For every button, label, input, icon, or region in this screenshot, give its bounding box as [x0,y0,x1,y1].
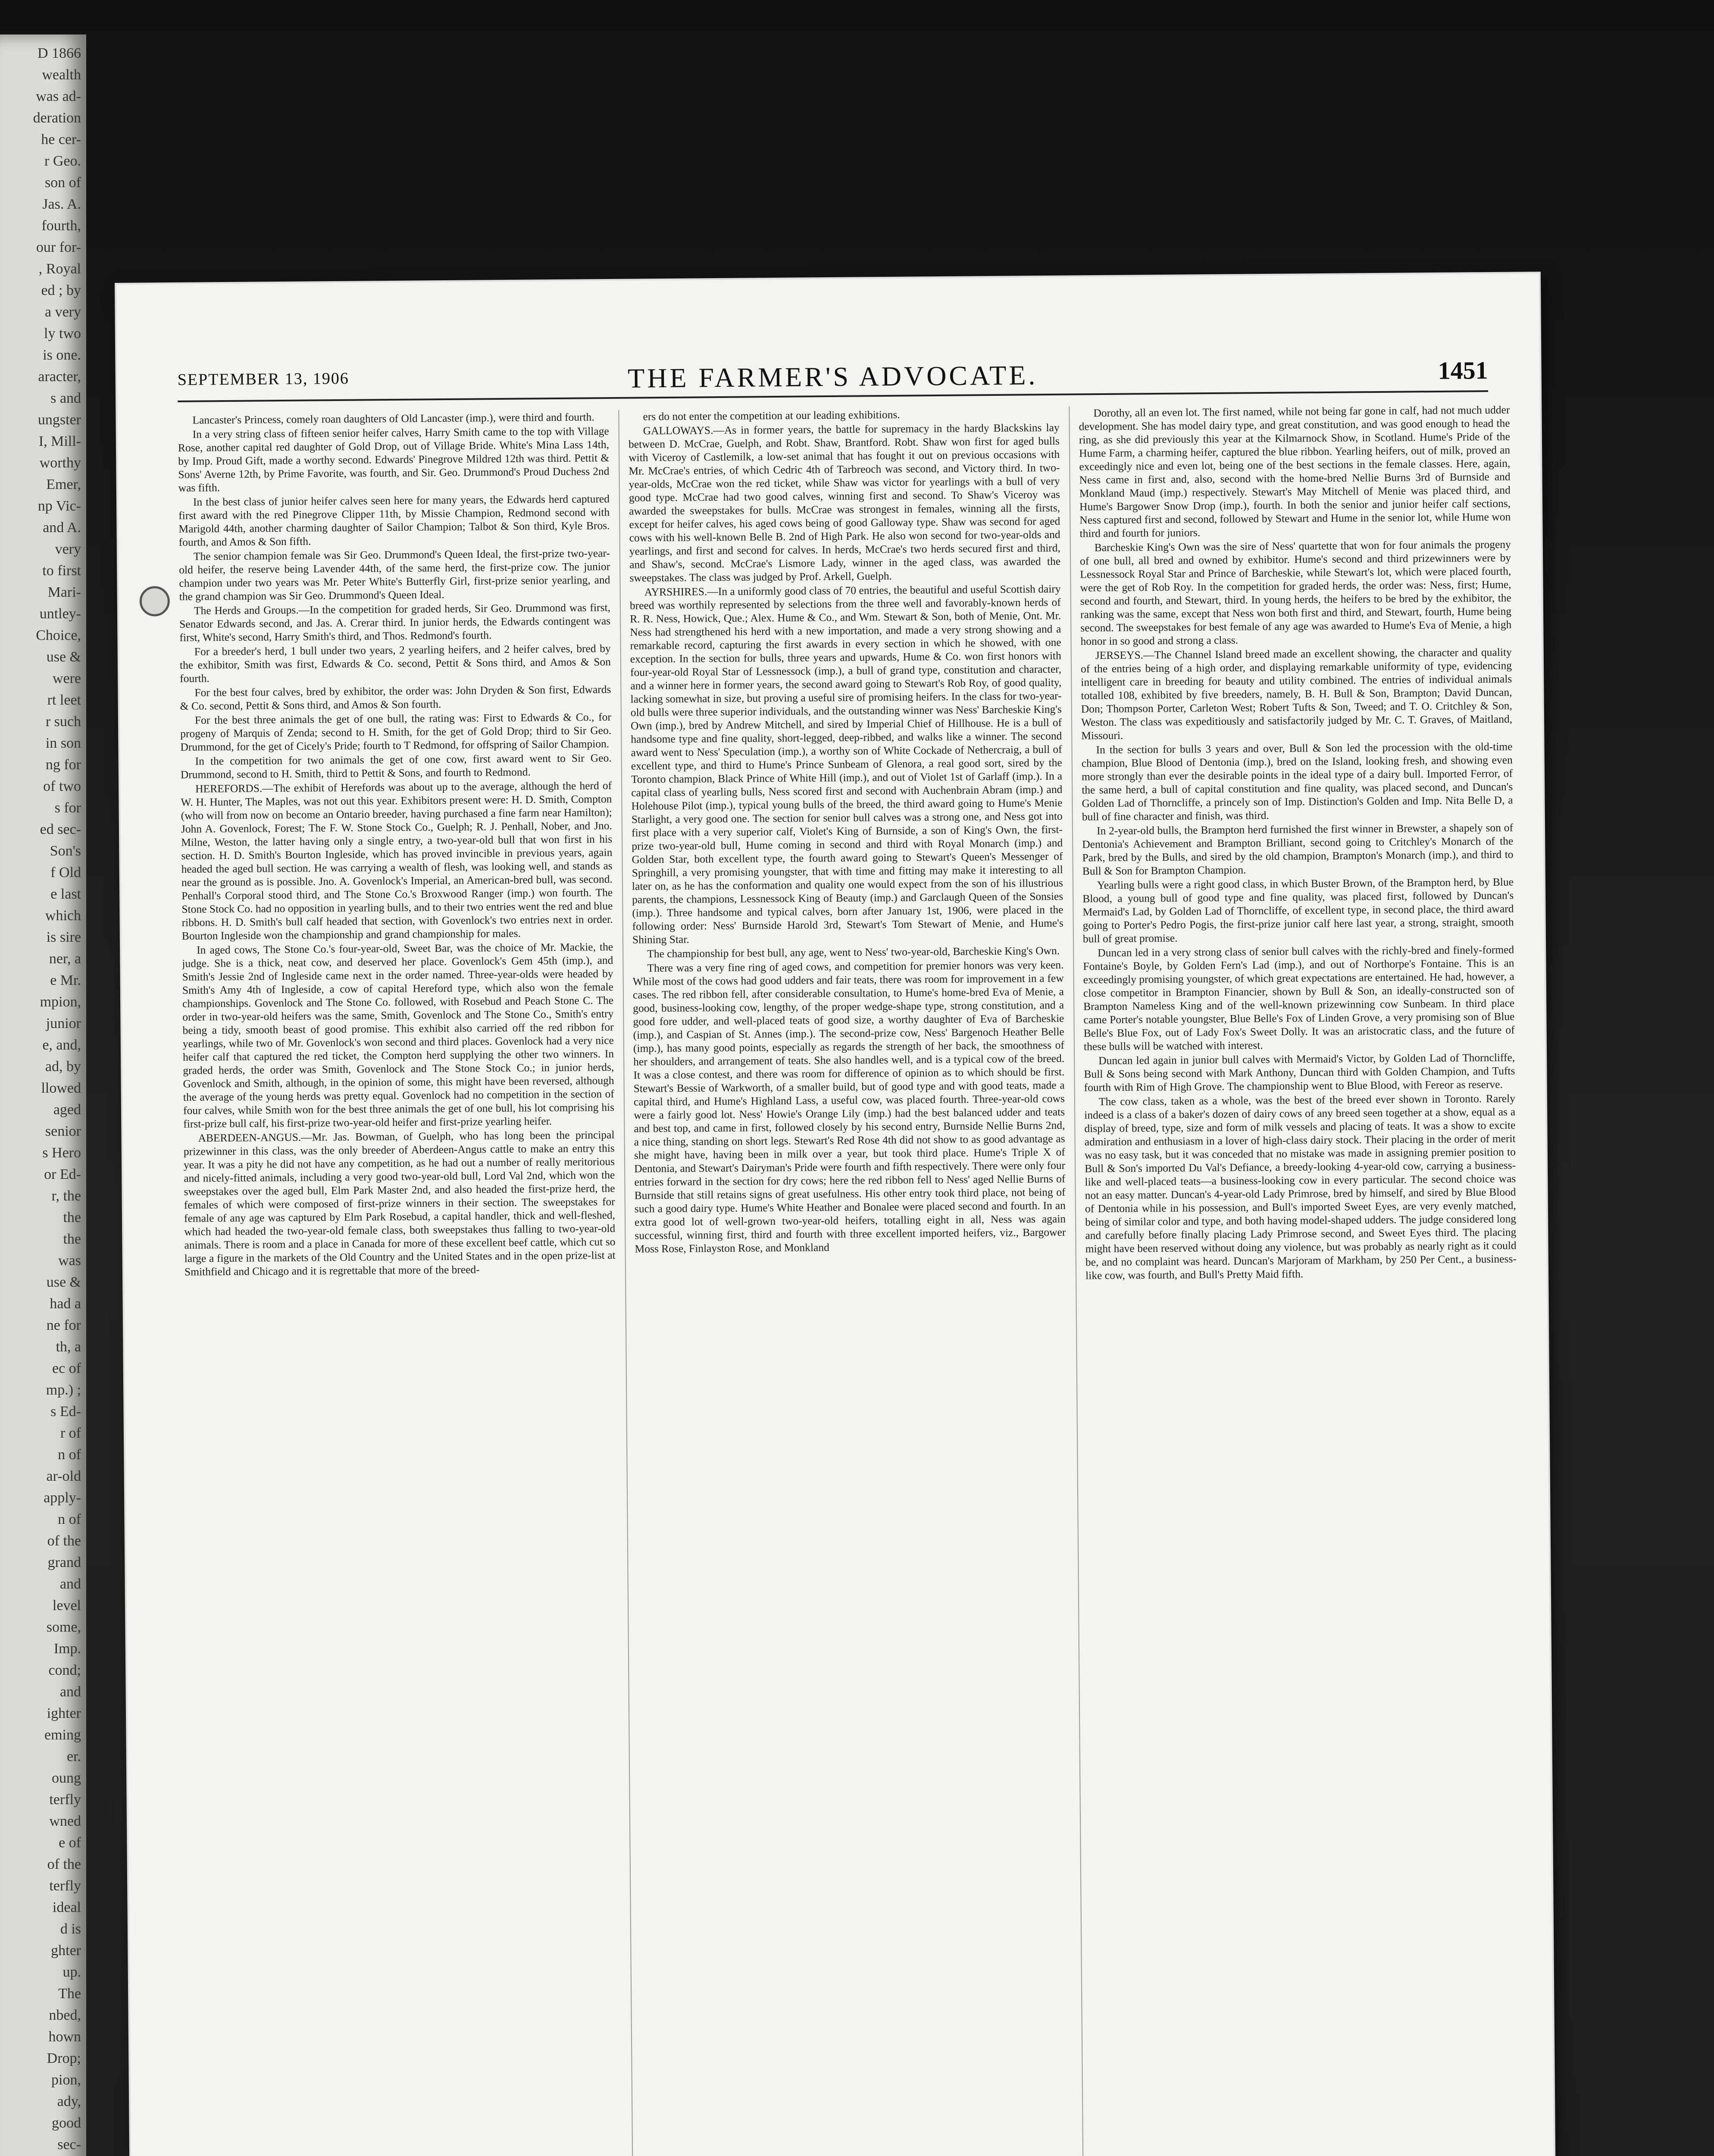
paragraph: Barcheskie King's Own was the sire of Ness' quartette that won for four animals the progeny of one bull, all bred and owned by exhibitor. Hume's second and third prizewinners were by Lessnessock Royal Star and Prince of Barcheskie, while Stewart's lot, which were placed fourth, were the get of Rob Roy. In the competition for graded herds, the order was: Ness, first; Hume, second and fourth, and Stewart, third. In young herds, the heifers to be bred by the exhibitor, the ranking was the same, except that Ness won both first and third, and Stewart, fourth, Hume being second. The sweepstakes for best female of any age was awarded to Hume's Eva of Menie, a high honor in so good and strong a class. [1079,538,1512,648]
previous-page-text-fragment: ec of [52,1360,81,1376]
paragraph: Yearling bulls were a right good class, in which Buster Brown, of the Brampton herd, by Blue Blood, a young bull of good type and fine quality, was placed first, followed by Duncan's Mermaid's Lad, by Golden Lad of Thorncliffe, of excellent type, in second place, the third award going to Porter's Pedro Pogis, the first-prize junior calf here last year, a strong, straight, smooth bull of great promise. [1082,875,1514,945]
previous-page-text-fragment: The [58,1986,81,2002]
previous-page-text-fragment: and A. [43,520,81,536]
paragraph: In the competition for two animals the get of one cow, first award went to Sir Geo. Drummond, second to H. Smith, third to Pettit & Sons, and fourth to Redmond. [180,752,612,781]
page-header [177,356,1488,402]
paragraph: There was a very fine ring of aged cows, and competition for premier honors was very keen. While most of the cows had good udders and fair teats, there was room for improvement in a few cases. The red ribbon fell, after considerable consultation, to Hume's home-bred Eva of Menie, a good, business-looking cow, lengthy, of the proper wedge-shape type, strong constitution, and a good fore udder, and well-placed teats of good size, a worthy daughter of Eva of Barcheskie (imp.), and Caspian of St. Annes (imp.). The second-prize cow, Ness' Bargenoch Heather Belle (imp.), has many good points, especially as regards the strength of her back, the smoothness of her shoulders, and arrangement of teats. She also handles well, and is a typical cow of the breed. It was a close contest, and there was room for difference of opinion as to which should be first. Stewart's Bessie of Warkworth, of a smaller build, but of good type and with good teats, made a capital third, and Hume's Highland Lass, a useful cow, was placed fourth. Three-year-old cows were a fairly good lot. Ness' Howie's Orange Lily (imp.) had the best balanced udder and teats and best top, and came in first, followed closely by his second entry, Burnside Nellie Burns 2nd, a nice thing, standing on short legs. Stewart's Red Rose 4th did not show to as good advantage as she might have, having been in milk over a year, but took third place. Hume's Triple X of Dentonia, and Stewart's Dairyman's Pride were fourth and fifth respectively. There were only four entries forward in the section for dry cows; here the red ribbon fell to Ness' aged Nellie Burns of Burnside that still retains signs of great usefulness. His other entry took third place, not being of such a good dairy type. Hume's White Heather and Bonalee were placed second and fourth. In an extra good lot of well-grown two-year-old heifers, totalling eight in all, Ness was again successful, winning first, third and fourth with three excellent imported heifers, viz., Bargower Moss Rose, Finlayston Rose, and Monkland [632,958,1066,1255]
previous-page-text-fragment: terfly [49,1878,81,1894]
paragraph: ers do not enter the competition at our leading exhibitions. [643,408,900,423]
article-column-1 [178,410,624,2156]
paragraph: Dorothy, all an even lot. The first named, while not being far gone in calf, had not much udder development. She has model dairy type, and great constitution, and was good enough to head the ring, as she did previously this year at the Kilmarnock Show, in Scotland. Hume's Pride of the Hume Farm, a charming heifer, captured the blue ribbon. Yearling heifers, out of milk, proved an exceedingly nice and even lot, being one of the best sections in the female classes. Here, again, Ness came in first and, also, second with the home-bred Nellie Burns 3rd of Burnside and Monkland Maud (imp.) respectively. Stewart's May Mitchell of Menie was placed third, and Hume's Bargower Snow Drop (imp.), fourth. In both the senior and junior heifer calf sections, Ness captured first and second, followed by Stewart and Hume in the senior lot, while Hume won third and fourth for juniors. [1079,403,1511,540]
article-column-3 [1079,403,1525,2156]
previous-page-text-fragment: was ad- [36,88,81,104]
previous-page-text-fragment: Imp. [53,1641,81,1657]
previous-page-text-fragment: ungster [38,412,81,428]
previous-page-text-fragment: had a [50,1296,81,1312]
paragraph: For the best four calves, bred by exhibitor, the order was: John Dryden & Son first, Edwards & Co. second, Pettit & Sons third, and Amos & Son fourth. [180,683,611,712]
previous-page-text-fragment: n of [58,1447,81,1463]
previous-page-text-fragment: wned [49,1813,81,1829]
paragraph: The championship for best bull, any age, went to Ness' two-year-old, Barcheskie King's Own. [647,944,1060,960]
previous-page-text-fragment: D 1866 [37,45,81,61]
previous-page-text-fragment: s for [54,800,81,816]
paragraph: ABERDEEN-ANGUS.—Mr. Jas. Bowman, of Guelph, who has long been the principal prizewinner in this class, was the only breeder of Aberdeen-Angus cattle to make an entry this year. It was a pity he did not have any competition, as he had out a number of really meritorious and nicely-fitted animals, including a very good two-year-old bull, Lord Val 2nd, which won the sweepstakes over the aged bull, Elm Park Master 2nd, and also headed the first-prize herd, the females of which were composed of first-prize winners in their section. The sweepstakes for female of any age was captured by Elm Park Rosebud, a capital handler, thick and well-fleshed, which had headed the two-year-old female class, both sweepstakes thus falling to two-year-old animals. There is room and a place in Canada for more of these excellent beef cattle, which cut so large a figure in the markets of the Old Country and the United States and in the open prize-list at Smithfield and Chicago and it is regrettable that more of the breed- [183,1128,616,1278]
previous-page-text-fragment: e last [50,886,81,902]
previous-page-text-fragment: s Hero [42,1145,81,1161]
previous-page-text-fragment: ady, [57,2093,81,2109]
previous-page-text-fragment: mp.) ; [46,1382,81,1398]
previous-page-text-fragment: n of [58,1511,81,1527]
previous-page-text-fragment: ly two [44,326,81,342]
previous-page-text-fragment: r, the [51,1188,81,1204]
previous-page-text-fragment: s and [50,390,81,406]
previous-page-text-fragment: good [52,2115,81,2131]
previous-page-text-fragment: is sire [46,929,81,945]
previous-page-text-fragment: senior [45,1123,81,1139]
paragraph: The senior champion female was Sir Geo. Drummond's Queen Ideal, the first-prize two-year-old heifer, the reserve being Lavender 44th, of the same herd, the first-prize cow. The junior champion under two years was Mr. Peter White's Butterfly Girl, first-prize senior yearling, and the grand champion was Sir Geo. Drummond's Queen Ideal. [179,547,610,603]
previous-page-text-fragment: some, [46,1619,81,1635]
previous-page-text-fragment: very [55,541,81,557]
previous-page-text-fragment: Emer, [46,476,81,492]
previous-page-text-fragment: deration [33,110,81,126]
previous-page-text-fragment: son of [44,175,81,191]
previous-page-text-fragment: ne for [46,1317,81,1333]
previous-page-text-fragment: up. [63,1964,81,1980]
previous-page-text-fragment: ed ; by [41,282,81,298]
masthead-title: THE FARMER'S ADVOCATE. [627,360,1038,394]
previous-page-text-fragment: e, and, [42,1037,81,1053]
previous-page-text-fragment: apply- [44,1490,81,1506]
paragraph: In the best class of junior heifer calves seen here for many years, the Edwards herd captured first award with the red Pinegrove Clipper 11th, by Missie Champion, Redmond second with Marigold 44th, another charming daughter of Sailor Champion; Talbot & Son third, Kyle Bros. fourth, and Amos & Son fifth. [178,492,610,548]
previous-page-text-fragment: , Royal [38,261,81,277]
previous-page-text-fragment: Jas. A. [42,196,81,212]
previous-page-text-fragment: pion, [51,2072,81,2088]
paragraph: The Herds and Groups.—In the competition for graded herds, Sir Geo. Drummond was first, Senator Edwards second, and Jas. A. Crerar third. In junior herds, the Edwards contingent was first, White's second, Harry Smith's third, and Thos. Redmond's fourth. [179,601,611,644]
previous-page-text-fragment: llowed [41,1080,81,1096]
previous-page-text-fragment: oung [52,1770,81,1786]
previous-page-text-fragment: eming [44,1727,81,1743]
paragraph: Duncan led again in junior bull calves with Mermaid's Victor, by Golden Lad of Thorncliffe, Bull & Sons being second with Mark Anthony, Duncan third with Golden Champion, and Tufts fourth with Rim of High Grove. The championship went to Blue Blood, with Fereor as reserve. [1084,1051,1515,1094]
previous-page-text-fragment: ighter [47,1705,81,1721]
paragraph: Duncan led in a very strong class of senior bull calves with the richly-bred and finely-formed Fontaine's Boyle, by Golden Fern's Lad (imp.), and out of Northorpe's Fontaine. This is an exceedingly promising youngster, of which great expectations are entertained. He had, however, a close competitor in Brampton Financier, shown by Bull & Son, an ideally-constructed son of Brampton Nameless King and of the well-known prizewinning cow Sunbeam. In third place came Porter's notable youngster, Blue Belle's Fox of Linden Grove, a very promising son of Blue Belle's Blue Fox, out of Lady Fox's Sweet Dolly. It was an aristocratic class, and the future of these bulls will be watched with interest. [1083,943,1515,1053]
paragraph: AYRSHIRES.—In a uniformly good class of 70 entries, the beautiful and useful Scottish dairy breed was worthily represented by selections from the three well and favorably-known herds of R. R. Ness, Howick, Que.; Alex. Hume & Co., and Wm. Stewart & Son, both of Menie, Ont. Mr. Ness had strengthened his herd with a new importation, and made a very strong showing and a remarkable record, capturing the first awards in every section in which he showed, with one exception. In the section for bulls, three years and upwards, Hume & Co. won first honors with four-year-old Royal Star of Lessnessock (imp.), a bull of grand type, constitution and character, and a winner here in former years, the second award going to Stewart's Rob Roy, of good quality, lacking somewhat in size, but proving a useful sire of promising heifers. In the class for two-year-old bulls were three superior individuals, and the outstanding winner was Ness' Barcheskie King's Own (imp.), bred by Andrew Mitchell, and sired by Imperial Chief of Hillhouse. He is a bull of handsome type and fine quality, short-legged, deep-ribbed, and walks like a winner. The second award went to Ness' Speculation (imp.), a worthy son of White Cockade of Nethercraig, a bull of excellent type, and third to Hume's Prince Sunbeam of Glenora, a real good sort, sired by the Toronto champion, Black Prince of White Hill (imp.), and out of Violet 1st of Garlaff (imp.). In a capital class of yearling bulls, Ness scored first and second with Auchenbrain Abram (imp.) and Holehouse Pilot (imp.), typical young bulls of the breed, the third award going to Hume's Menie Starlight, a very good one. The section for senior bull calves was a strong one, and Ness got into first place with a very superior calf, Violet's King of Burnside, a son of King's Own, the first-prize two-year-old bull, Hume coming in second and third with Royal Monarch (imp.) and Golden Star, both excellent type, the fourth award going to Stewart's Queen's Messenger of Springhill, a very promising youngster, that with time and fitting may make it interesting to all later on, as he has the conformation and quality one would expect from the son of his illustrious parents, the champions, Lessnessock King of Beauty (imp.) and Garclaugh Queen of the Sonsies (imp.). Three handsome and typical calves, born after January 1st, 1906, were placed in the following order: Ness' Burnside Harold 3rd, Stewart's Tom Stewart of Menie, and Hume's Shining Star. [629,582,1063,946]
binding-hole [139,586,170,617]
previous-page-text-fragment: cond; [48,1662,81,1678]
previous-page-text-fragment: he cer- [41,132,81,147]
previous-page-text-fragment: rt leet [47,692,81,708]
previous-page-text-fragment: of the [47,1856,81,1872]
previous-page-text-fragment: were [52,671,81,686]
previous-page-text-fragment: fourth, [41,218,81,234]
previous-page-text-fragment: in son [45,735,81,751]
page-number: 1451 [1438,356,1488,385]
previous-page-text-fragment: was [58,1253,81,1269]
paragraph: In aged cows, The Stone Co.'s four-year-old, Sweet Bar, was the choice of Mr. Mackie, the judge. She is a thick, neat cow, and deserved her place. Govenlock's Gem 45th (imp.), and Smith's Jessie 2nd of Ingleside came next in the order named. Three-year-olds were headed by Smith's Amy 4th of Ingleside, a cow of capital Hereford type, which also won the female championships. Govenlock and The Stone Co. followed, with Rosebud and Peach Stone C. The order in two-year-old heifers was the same, Smith, Govenlock and The Stone Co., Smith's entry being a tidy, smooth beast of good promise. This exhibit also carried off the red ribbon for yearlings, while two of Mr. Govenlock's won second and third places. Govenlock had a very nice heifer calf that captured the red ticket, the Compton herd supplying the other two winners. In graded herds, the order was Smith, Govenlock and The Stone Stock Co.; in junior herds, Govenlock and Smith, although, in the opinion of some, this might have been reversed, although the average of the young herds was pretty equal. Govenlock had no competition in the section of four calves, while Smith won for the best three animals the get of one bull, his lot comprising his first-prize bull calf, his first-prize two-year-old heifer and first-prize yearling heifer. [182,940,615,1130]
previous-page-text-fragment: r of [60,1425,81,1441]
previous-page-text-fragment: junior [46,1015,81,1031]
previous-page-text-fragment: aged [53,1102,81,1118]
previous-page-text-fragment: and [59,1576,81,1592]
paragraph: For a breeder's herd, 1 bull under two years, 2 yearling heifers, and 2 heifer calves, bred by the exhibitor, Smith was first, Edwards & Co. second, Pettit & Sons third, and Amos & Son fourth. [179,642,611,685]
previous-page-text-fragment: ad, by [45,1059,81,1075]
previous-page-text-fragment: Mari- [47,584,81,600]
previous-page-text-fragment: which [45,908,81,924]
previous-page-text-fragment: Choice, [36,627,81,643]
previous-page-text-fragment: r such [45,714,81,730]
previous-page-text-fragment: ar-old [46,1468,81,1484]
previous-page-text-fragment: and [59,1684,81,1700]
paragraph: The cow class, taken as a whole, was the best of the breed ever shown in Toronto. Rarely indeed is a class of a baker's dozen of dairy cows of any breed seen together at a show, equal as a display of breed, type, size and form of milk vessels and placing of teats. It was a show to excite admiration and enthusiasm in a lover of high-class dairy stock. Their placing in the order of merit was no easy task, but it was conceded that no mistake was made in assigning premier position to Bull & Son's imported Du Val's Defiance, a breedy-looking 4-year-old cow, carrying a business-like and well-placed teats—a business-looking cow in every particular. The second choice was not an easy matter. Duncan's 4-year-old Lady Primrose, bred by himself, and sired by Blue Blood of Dentonia while in his possession, and Bull's imported Sweet Eyes, are very evenly matched, being of similar color and type, and both having model-shaped udders. The judge considered long and carefully before finally placing Lady Primrose second, and Sweet Eyes third. The placing might have been reserved without doing any violence, but was probably as nearly right as it could be, and no complaint was heard. Duncan's Marjoram of Markham, by 250 Per Cent., a business-like cow, was fourth, and Bull's Pretty Maid fifth. [1084,1092,1517,1282]
previous-page-text-fragment: np Vic- [38,498,81,514]
previous-page-text-fragment: sec- [57,2137,81,2153]
previous-page-text-fragment: s Ed- [50,1404,81,1420]
previous-page-text-fragment: of two [43,778,81,794]
previous-page-text-fragment: to first [42,563,81,579]
previous-page-text-fragment: ghter [51,1943,81,1959]
previous-page-text-fragment: or Ed- [44,1166,81,1182]
previous-page-edge [0,34,86,2156]
previous-page-text-fragment: use & [46,1274,81,1290]
previous-page-text-fragment: ner, a [49,951,81,967]
previous-page-text-fragment: use & [46,649,81,665]
previous-page-text-fragment: e of [59,1835,81,1851]
previous-page-text-fragment: mpion, [40,994,81,1010]
paragraph: In a very string class of fifteen senior heifer calves, Harry Smith came to the top with Village Rose, another capital red daughter of Gold Drop, out of Village Bride. White's Mina Lass 14th, by Imp. Proud Gift, made a worthy second. Edwards' Pinegrove Mildred 12th was third. Pettit & Sons' Averne 12th, by Prime Favorite, was fourth, and Sir. Geo. Drummond's Proud Duchess 2nd was fifth. [178,425,610,494]
previous-page-text-fragment: the [63,1231,81,1247]
previous-page-text-fragment: a very [44,304,81,320]
paragraph: For the best three animals the get of one bull, the rating was: First to Edwards & Co., for progeny of Marquis of Zenda; second to H. Smith, for the get of Gold Drop; third to Sir Geo. Drummond, for the get of Cicely's Pride; fourth to T Redmond, for offspring of Sailor Champion. [180,711,612,753]
issue-date: SEPTEMBER 13, 1906 [177,369,350,389]
previous-page-text-fragment: er. [66,1749,81,1764]
paragraph: In 2-year-old bulls, the Brampton herd furnished the first winner in Brewster, a shapely son of Dentonia's Achievement and Brampton Brilliant, second going to Critchley's Monarch of the Park, bred by the Bulls, and sired by the old champion, Brampton's Monarch (imp.), and third to Bull & Son for Brampton Champion. [1082,821,1514,877]
previous-page-text-fragment: our for- [36,239,81,255]
paragraph: In the section for bulls 3 years and over, Bull & Son led the procession with the old-time champion, Blue Blood of Dentonia (imp.), bred on the Island, looking fresh, and showing even more strongly than ever the desirable points in the ideal type of a dairy bull. Imported Ferror, of the same herd, a bull of capital constitution and fine quality, was placed second, and Duncan's Golden Lad of Thorncliffe, a princely son of Imp. Distinction's Golden and Imp. Nita Belle D, a bull of fine character and finish, was third. [1081,740,1513,823]
previous-page-text-fragment: wealth [42,67,81,83]
previous-page-text-fragment: e Mr. [50,972,81,988]
previous-page-text-fragment: r Geo. [44,153,81,169]
previous-page-text-fragment: ed sec- [40,821,81,837]
previous-page-text-fragment: untley- [39,606,81,622]
paragraph: JERSEYS.—The Channel Island breed made an excellent showing, the character and quality of the entries being of a high order, and displaying remarkable uniformity of type, evidencing intelligent care in breeding for beauty and utility combined. The entries of individual animals totalled 108, exhibited by five breeders, namely, B. H. Bull & Son, Brampton; David Duncan, Don; Thompson Porter, Carleton West; Robert Tufts & Son, Tweed; and T. O. Critchley & Son, Weston. The class was expeditiously and satisfactorily judged by Mr. C. T. Graves, of Maitland, Missouri. [1080,646,1513,742]
paragraph: Lancaster's Princess, comely roan daughters of Old Lancaster (imp.), were third and fourth. [192,411,594,426]
previous-page-text-fragment: of the [47,1533,81,1549]
paragraph: GALLOWAYS.—As in former years, the battle for supremacy in the hardy Blackskins lay between D. McCrae, Guelph, and Robt. Shaw, Brantford. Robt. Shaw won first for aged bulls with Viceroy of Castlemilk, a low-set animal that has fought it out on previous occasions with Mr. McCrae's entries, of which Cedric 4th of Tarbreoch was second, and Victory third. In two-year-olds, McCrae won the red ticket, while Shaw was victor for yearlings with a bull of very good type. McCrae had two good calves, winning first and second. To Shaw's Viceroy was awarded the sweepstakes for bulls. McCrae was strongest in females, winning all the firsts, except for heifer calves, his aged cows being of good Galloway type. Shaw was second for aged cows with his well-known Belle B. 2nd of High Park. He also won second for two-year-olds and yearlings, and first and second for calves. In herds, McCrae's two herds secured first and third, and Shaw's, second. McCrae's Lismore Lady, winner in the aged class, was awarded the sweepstakes. The class was judged by Prof. Arkell, Guelph. [628,421,1061,584]
previous-page-text-fragment: th, a [56,1339,81,1355]
previous-page-text-fragment: ng for [45,757,81,773]
newspaper-page [116,273,1556,2156]
previous-page-text-fragment: the [63,1210,81,1225]
previous-page-text-fragment: f Old [50,865,81,881]
previous-page-text-fragment: nbed, [49,2007,81,2023]
previous-page-text-fragment: I, Mill- [38,433,81,449]
previous-page-text-fragment: ideal [52,1899,81,1915]
previous-page-text-fragment: worthy [39,455,81,471]
previous-page-text-fragment: d is [60,1921,81,1937]
previous-page-text-fragment: hown [48,2029,81,2045]
previous-page-text-fragment: aracter, [38,369,81,385]
article-column-2 [628,407,1075,2156]
paragraph: HEREFORDS.—The exhibit of Herefords was about up to the average, although the herd of W. H. Hunter, The Maples, was not out this year. Exhibitors present were: H. D. Smith, Compton (who will from now on become an Ontario breeder, having purchased a fine farm near Hamilton); John A. Govenlock, Forest; The F. W. Stone Stock Co., Guelph; R. J. Penhall, Nober, and Jno. Milne, Weston, the latter having only a single entry, a two-year-old bull that won first in his section. H. D. Smith's Bourton Ingleside, which has proved invincible in previous years, again headed the aged bull section. He was carrying a wealth of flesh, was looking well, and stands as near the ground as is possible. Jno. A. Govenlock's Imperial, an American-bred bull, was second. Penhall's Corporal stood third, and The Stone Co.'s Broxwood Ranger (imp.) won fourth. The Stone Stock Co. had no opposition in yearling bulls, and to their two entries went the red and blue ribbons. H. D. Smith's bull calf headed that section, with Govenlock's two entries next in order. Bourton Ingleside won the championship and grand championship for males. [181,779,613,942]
previous-page-text-fragment: Drop; [47,2050,81,2066]
previous-page-text-fragment: Son's [50,843,81,859]
previous-page-text-fragment: grand [47,1554,81,1570]
previous-page-text-fragment: is one. [43,347,81,363]
previous-page-text-fragment: level [52,1598,81,1614]
previous-page-text-fragment: terfly [49,1792,81,1808]
